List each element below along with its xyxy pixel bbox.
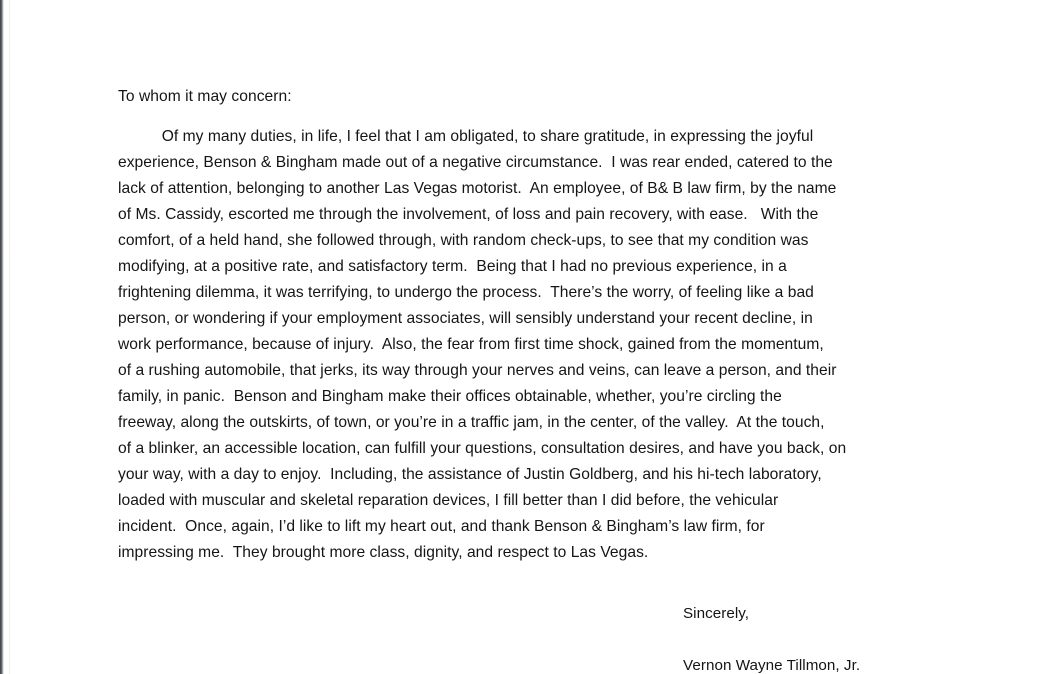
letter-line: loaded with muscular and skeletal reparation devices, I fill better than I did before, the vehicular [118, 492, 779, 509]
letter-line: of Ms. Cassidy, escorted me through the involvement, of loss and pain recovery, with ease. With the [118, 206, 819, 223]
letter-line: incident. Once, again, I’d like to lift my heart out, and thank Benson & Bingham’s law firm, for [118, 518, 765, 535]
letter-line: work performance, because of injury. Also, the fear from first time shock, gained from the momentum, [118, 336, 824, 353]
scan-edge-artifact-secondary [9, 0, 10, 674]
letter-line: person, or wondering if your employment associates, will sensibly understand your recent decline, in [118, 310, 813, 327]
letter-line: of a rushing automobile, that jerks, its way through your nerves and veins, can leave a person, and their [118, 362, 837, 379]
letter-line: impressing me. They brought more class, dignity, and respect to Las Vegas. [118, 544, 649, 561]
letter-line: lack of attention, belonging to another Las Vegas motorist. An employee, of B& B law firm, by the name [118, 180, 837, 197]
letter-line: your way, with a day to enjoy. Including, the assistance of Justin Goldberg, and his hi-tech laboratory, [118, 466, 822, 483]
letter-line: frightening dilemma, it was terrifying, to undergo the process. There’s the worry, of feeling like a bad [118, 284, 814, 301]
letter-line: Of my many duties, in life, I feel that I am obligated, to share gratitude, in expressing the joyful [118, 128, 814, 145]
letter-signer-name: Vernon Wayne Tillmon, Jr. [683, 657, 861, 674]
letter-line: freeway, along the outskirts, of town, or you’re in a traffic jam, in the center, of the valley. At the touch, [118, 414, 825, 431]
letter-paragraph [118, 124, 938, 566]
letter-sign-off: Sincerely, [683, 605, 750, 622]
letter-line: comfort, of a held hand, she followed through, with random check-ups, to see that my condition was [118, 232, 809, 249]
letter-line: of a blinker, an accessible location, can fulfill your questions, consultation desires, and have you back, on [118, 440, 847, 457]
signature-block [683, 601, 860, 674]
letter-salutation: To whom it may concern: [118, 88, 292, 105]
letter-line: modifying, at a positive rate, and satisfactory term. Being that I had no previous experience, in a [118, 258, 787, 275]
scan-edge-artifact [0, 0, 4, 674]
letter-body [118, 84, 938, 566]
letter-line: family, in panic. Benson and Bingham make their offices obtainable, whether, you’re circling the [118, 388, 782, 405]
letter-line: experience, Benson & Bingham made out of a negative circumstance. I was rear ended, catered to the [118, 154, 833, 171]
